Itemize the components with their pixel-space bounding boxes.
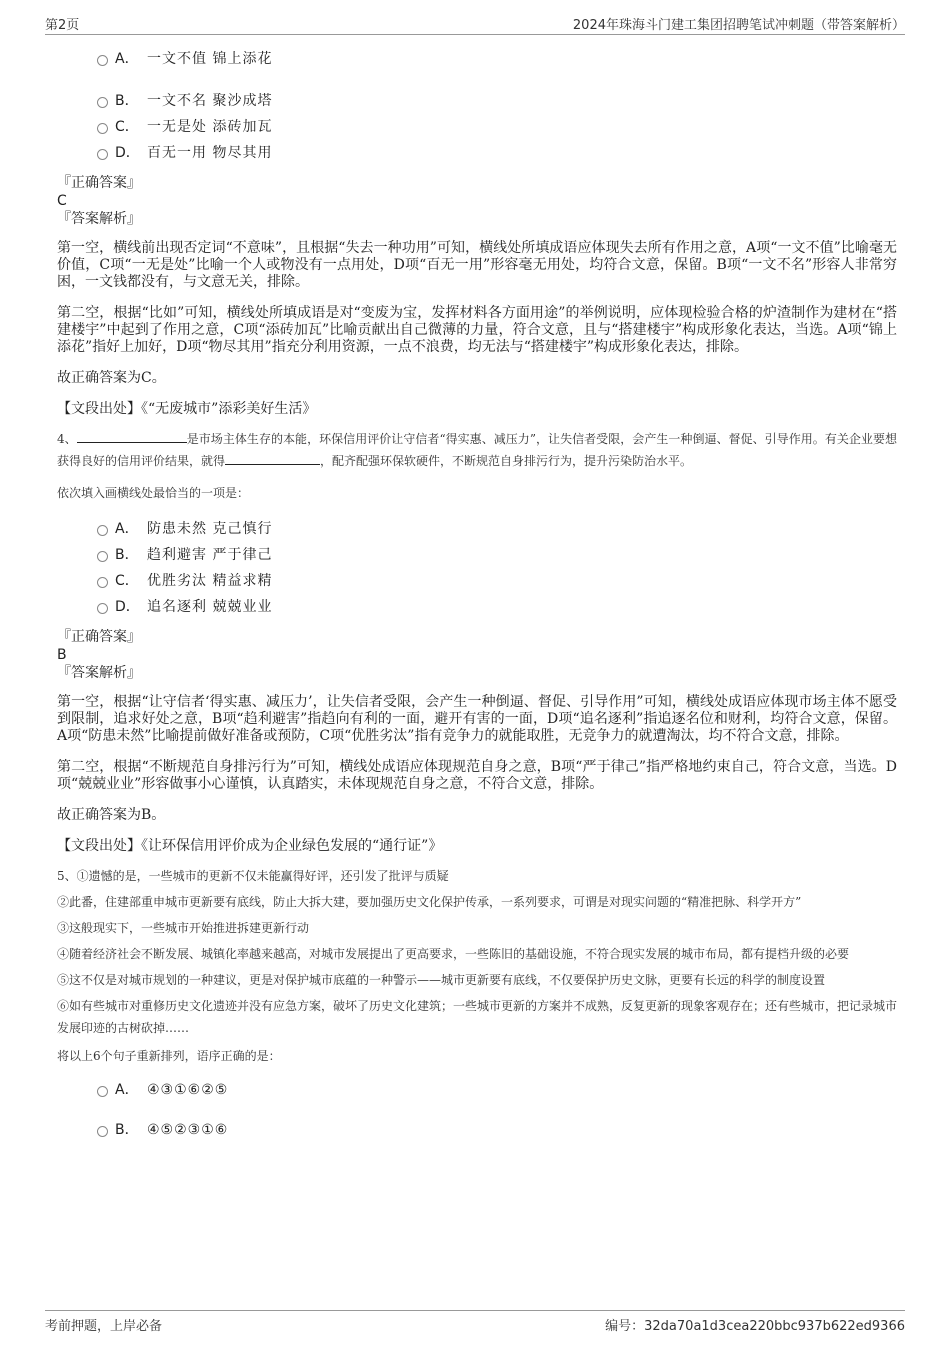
option-text: ④⑤②③①⑥ (147, 1122, 229, 1138)
footer-slogan: 考前押题，上岸必备 (45, 1319, 163, 1334)
q5-sentence-4: ④随着经济社会不断发展、城镇化率越来越高，对城市发展提出了更高要求，一些陈旧的基础设施，不符合现实发展的城市布局，都有提档升级的必要 (57, 947, 850, 961)
page-footer (45, 1310, 905, 1333)
q4-stem-part1: 是市场主体生存的本能，环保信用评价让守信者“得实惠、减压力”，让失信者受限，会产生一种倒逼、督促、引导作用。有关企业要想获得良好的信用评价结果，就得 (57, 432, 897, 468)
q3-answer-label: 『正确答案』 (57, 175, 141, 191)
option-letter: C． (115, 119, 139, 135)
q5-options (57, 1077, 897, 1143)
q4-analysis-p2: 第二空，根据“不断规范自身排污行为”可知，横线处成语应体现规范自身之意，B项“严于律己”指严格地约束自己，符合文意，当选。D项“兢兢业业”形容做事小心谨慎，认真踏实，未体现规范自身之意，不符合文意，排除。 (57, 759, 897, 792)
radio-icon[interactable] (97, 149, 108, 160)
option-letter: B． (115, 93, 139, 109)
option-text: ④③①⑥②⑤ (147, 1082, 229, 1098)
q3-option-c[interactable] (97, 114, 897, 140)
page-header (45, 12, 905, 35)
document-title: 2024年珠海斗门建工集团招聘笔试冲刺题（带答案解析） (572, 18, 905, 33)
option-text: 一文不值 锦上添花 (147, 51, 273, 67)
option-letter: B． (115, 1122, 139, 1138)
q4-option-b[interactable] (97, 542, 897, 568)
option-text: 优胜劣汰 精益求精 (147, 573, 273, 589)
q5-sentence-1: 5、①遗憾的是，一些城市的更新不仅未能赢得好评，还引发了批评与质疑 (57, 869, 449, 883)
q4-blank-2 (225, 452, 320, 465)
q3-source: 【文段出处】《“无废城市”添彩美好生活》 (57, 401, 317, 417)
radio-icon[interactable] (97, 97, 108, 108)
option-text: 百无一用 物尽其用 (147, 145, 273, 161)
option-letter: D． (115, 145, 140, 161)
radio-icon[interactable] (97, 1086, 108, 1097)
q5-sentence-2: ②此番，住建部重申城市更新要有底线，防止大拆大建，要加强历史文化保护传承，一系列要求，可谓是对现实问题的“精准把脉、科学开方” (57, 895, 802, 909)
q4-stem-part2: ，配齐配强环保软硬件，不断规范自身排污行为，提升污染防治水平。 (320, 454, 693, 468)
option-text: 防患未然 克己慎行 (147, 521, 273, 537)
q5-sentence-6: ⑥如有些城市对重修历史文化遗迹并没有应急方案，破坏了历史文化建筑；一些城市更新的方案并不成熟，反复更新的现象客观存在；还有些城市，把记录城市发展印迹的古树砍掉…… (57, 999, 898, 1035)
q3-analysis-label: 『答案解析』 (57, 211, 141, 227)
radio-icon[interactable] (97, 525, 108, 536)
option-letter: B． (115, 547, 139, 563)
q3-analysis-p1: 第一空，横线前出现否定词“不意味”，且根据“失去一种功用”可知，横线处所填成语应体现失去所有作用之意，A项“一文不值”比喻毫无价值，C项“一无是处”比喻一个人或物没有一点用处，D项“百无一用”形容毫无用处，均符合文意，保留。B项“一文不名”形容人非常穷困，一文钱都没有，与文意无关，排除。 (57, 240, 897, 290)
option-letter: A． (115, 1082, 139, 1098)
page-content (57, 46, 897, 1143)
q5-option-b[interactable] (97, 1117, 897, 1143)
q4-blank-1 (77, 430, 187, 443)
option-text: 趋利避害 严于律己 (147, 547, 273, 563)
q4-option-c[interactable] (97, 568, 897, 594)
q4-source: 【文段出处】《让环保信用评价成为企业绿色发展的“通行证”》 (57, 838, 443, 854)
q3-options (57, 46, 897, 166)
q5-sentence-5: ⑤这不仅是对城市规划的一种建议，更是对保护城市底蕴的一种警示——城市更新要有底线，不仅要保护历史文脉，更要有长远的科学的制度设置 (57, 973, 826, 987)
radio-icon[interactable] (97, 123, 108, 134)
q4-option-d[interactable] (97, 594, 897, 620)
q3-option-d[interactable] (97, 140, 897, 166)
option-text: 追名逐利 兢兢业业 (147, 599, 273, 615)
option-text: 一文不名 聚沙成塔 (147, 93, 273, 109)
page-number: 第2页 (45, 18, 80, 33)
option-letter: C． (115, 573, 139, 589)
footer-code (605, 1315, 905, 1334)
option-letter: A． (115, 521, 139, 537)
q4-answer: B (57, 647, 67, 663)
footer-code-value: 32da70a1d3cea220bbc937b622ed9366 (644, 1319, 905, 1334)
q5-option-a[interactable] (97, 1077, 897, 1103)
footer-code-label: 编号： (605, 1319, 645, 1334)
q3-option-a[interactable] (97, 46, 897, 72)
radio-icon[interactable] (97, 1126, 108, 1137)
q5-instruction: 将以上6个句子重新排列，语序正确的是： (57, 1049, 281, 1063)
q4-option-a[interactable] (97, 516, 897, 542)
q4-analysis-label: 『答案解析』 (57, 665, 141, 681)
option-letter: D． (115, 599, 140, 615)
q4-number: 4、 (57, 432, 77, 446)
q4-answer-label: 『正确答案』 (57, 629, 141, 645)
q4-options (57, 516, 897, 620)
q3-analysis-p2: 第二空，根据“比如”可知，横线处所填成语是对“变废为宝，发挥材料各方面用途”的举例说明，应体现检验合格的炉渣制作为建材在“搭建楼宇”中起到了作用之意，C项“添砖加瓦”比喻贡献出自己微薄的力量，符合文意，且与“搭建楼宇”构成形象化表达，当选。A项“锦上添花”指好上加好，D项“物尽其用”指充分利用资源，一点不浪费，均无法与“搭建楼宇”构成形象化表达，排除。 (57, 305, 897, 355)
q4-analysis-p1: 第一空，根据“让守信者‘得实惠、减压力’，让失信者受限，会产生一种倒逼、督促、引导作用”可知，横线处成语应体现市场主体不愿受到限制，追求好处之意，B项“趋利避害”指趋向有利的一面，避开有害的一面，D项“追名逐利”指追逐名位和财利，均符合文意，保留。A项“防患未然”比喻提前做好准备或预防，C项“优胜劣汰”指有竞争力的就能取胜，无竞争力的就遭淘汰，均不符合文意，排除。 (57, 694, 897, 744)
q5-sentence-3: ③这般现实下，一些城市开始推进拆建更新行动 (57, 921, 310, 935)
radio-icon[interactable] (97, 577, 108, 588)
q3-answer: C (57, 193, 67, 209)
radio-icon[interactable] (97, 551, 108, 562)
q4-instruction: 依次填入画横线处最恰当的一项是： (57, 486, 250, 500)
q3-conclusion: 故正确答案为C。 (57, 370, 166, 386)
q4-stem (57, 428, 897, 472)
radio-icon[interactable] (97, 603, 108, 614)
q4-conclusion: 故正确答案为B。 (57, 807, 166, 823)
option-text: 一无是处 添砖加瓦 (147, 119, 273, 135)
radio-icon[interactable] (97, 55, 108, 66)
option-letter: A． (115, 51, 139, 67)
q3-option-b[interactable] (97, 88, 897, 114)
